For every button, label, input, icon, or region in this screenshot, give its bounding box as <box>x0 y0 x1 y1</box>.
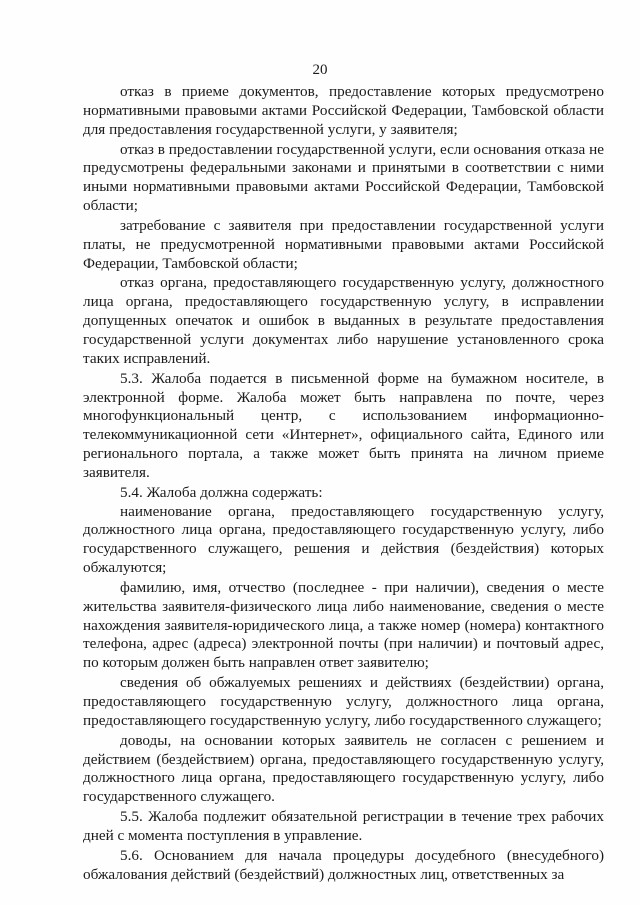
paragraph-5-6: 5.6. Основанием для начала процедуры досудебного (внесудебного) обжалования действий (бездействий) должностных лиц, ответственных за <box>83 846 604 883</box>
paragraph-5-4: 5.4. Жалоба должна содержать: <box>120 483 323 501</box>
paragraph-complaint-arguments: доводы, на основании которых заявитель не согласен с решением и действием (бездействием) органа, предоставляющего государственную услугу, должностного лица органа, предоставляющего государственную услугу, либо государственного служащего. <box>83 731 604 806</box>
paragraph-complaint-body-name: наименование органа, предоставляющего государственную услугу, должностного лица органа, предоставляющего государственную услугу, либо государственного служащего, решения и действия (бездействия) которых обжалуются; <box>83 502 604 577</box>
page-number: 20 <box>312 62 328 78</box>
paragraph-5-5: 5.5. Жалоба подлежит обязательной регистрации в течение трех рабочих дней с момента поступления в управление. <box>83 808 604 844</box>
paragraph-5-3: 5.3. Жалоба подается в письменной форме на бумажном носителе, в электронной форме. Жалоба может быть направлена по почте, через многофункциональный центр, с использованием информационно-телекоммуникационной сети «Интернет», официального сайта, Единого или регионального портала, а также может быть принята на личном приеме заявителя. <box>83 369 604 481</box>
paragraph-refusal-documents: отказ в приеме документов, предоставление которых предусмотрено нормативными правовыми актами Российской Федерации, Тамбовской области для предоставления государственной услуги, у заявителя; <box>83 83 604 138</box>
paragraph-refusal-corrections: отказ органа, предоставляющего государственную услугу, должностного лица органа, предоставляющего государственную услугу, в исправлении допущенных опечаток и ошибок в выданных в результате предоставления государственной услуги документах либо нарушение установленного срока таких исправлений. <box>83 274 604 367</box>
paragraph-complaint-decisions: сведения об обжалуемых решениях и действиях (бездействии) органа, предоставляющего государственную услугу, должностного лица органа, предоставляющего государственную услугу, либо государственного служащего; <box>83 674 604 729</box>
paragraph-complaint-applicant-info: фамилию, имя, отчество (последнее - при наличии), сведения о месте жительства заявителя-физического лица либо наименование, сведения о месте нахождения заявителя-юридического лица, а также номер (номера) контактного телефона, адрес (адреса) электронной почты (при наличии) и почтовый адрес, по которым должен быть направлен ответ заявителю; <box>83 578 604 672</box>
paragraph-fee-demand: затребование с заявителя при предоставлении государственной услуги платы, не предусмотренной нормативными правовыми актами Российской Федерации, Тамбовской области; <box>83 216 604 272</box>
paragraph-refusal-service: отказ в предоставлении государственной услуги, если основания отказа не предусмотрены федеральными законами и принятыми в соответствии с ними иными нормативными правовыми актами Российской Федерации, Тамбовской области; <box>83 140 604 215</box>
document-body <box>83 83 604 884</box>
